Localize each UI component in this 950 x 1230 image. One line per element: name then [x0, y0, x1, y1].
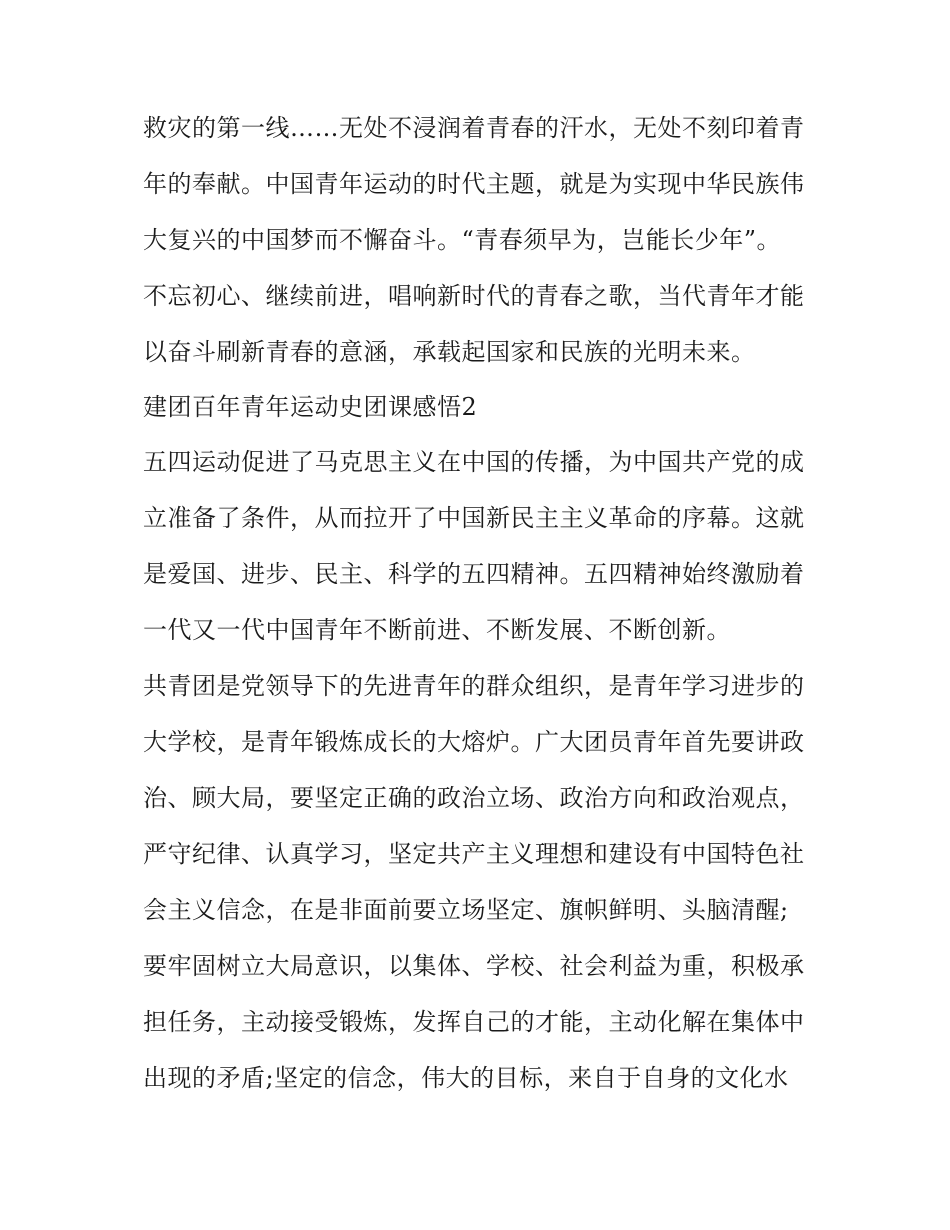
section-heading: 建团百年青年运动史团课感悟2 [143, 393, 478, 421]
text-line: 是爱国、进步、民主、科学的五四精神。五四精神始终激励着 [143, 560, 805, 588]
text-line: 以奋斗刷新青春的意涵，承载起国家和民族的光明未来。 [143, 338, 756, 366]
text-line: 大学校，是青年锻炼成长的大熔炉。广大团员青年首先要讲政 [143, 728, 805, 756]
text-line: 要牢固树立大局意识，以集体、学校、社会利益为重，积极承 [143, 952, 805, 980]
text-line: 年的奉献。中国青年运动的时代主题，就是为实现中华民族伟 [143, 170, 805, 198]
text-line: 严守纪律、认真学习，坚定共产主义理想和建设有中国特色社 [143, 840, 805, 868]
text-line: 一代又一代中国青年不断前进、不断发展、不断创新。 [143, 616, 731, 644]
text-line: 不忘初心、继续前进，唱响新时代的青春之歌，当代青年才能 [143, 282, 805, 310]
text-line: 立准备了条件，从而拉开了中国新民主主义革命的序幕。这就 [143, 504, 805, 532]
text-line: 五四运动促进了马克思主义在中国的传播，为中国共产党的成 [143, 448, 805, 476]
text-line: 共青团是党领导下的先进青年的群众组织，是青年学习进步的 [143, 672, 805, 700]
text-line: 担任务，主动接受锻炼，发挥自己的才能，主动化解在集体中 [143, 1008, 805, 1036]
text-line: 治、顾大局，要坚定正确的政治立场、政治方向和政治观点， [143, 784, 805, 812]
text-line: 大复兴的中国梦而不懈奋斗。“青春须早为，岂能长少年”。 [143, 226, 782, 254]
text-line: 会主义信念，在是非面前要立场坚定、旗帜鲜明、头脑清醒; [143, 896, 789, 924]
text-line: 出现的矛盾;坚定的信念，伟大的目标，来自于自身的文化水 [143, 1064, 789, 1092]
text-line: 救灾的第一线……无处不浸润着青春的汗水，无处不刻印着青 [143, 114, 805, 142]
